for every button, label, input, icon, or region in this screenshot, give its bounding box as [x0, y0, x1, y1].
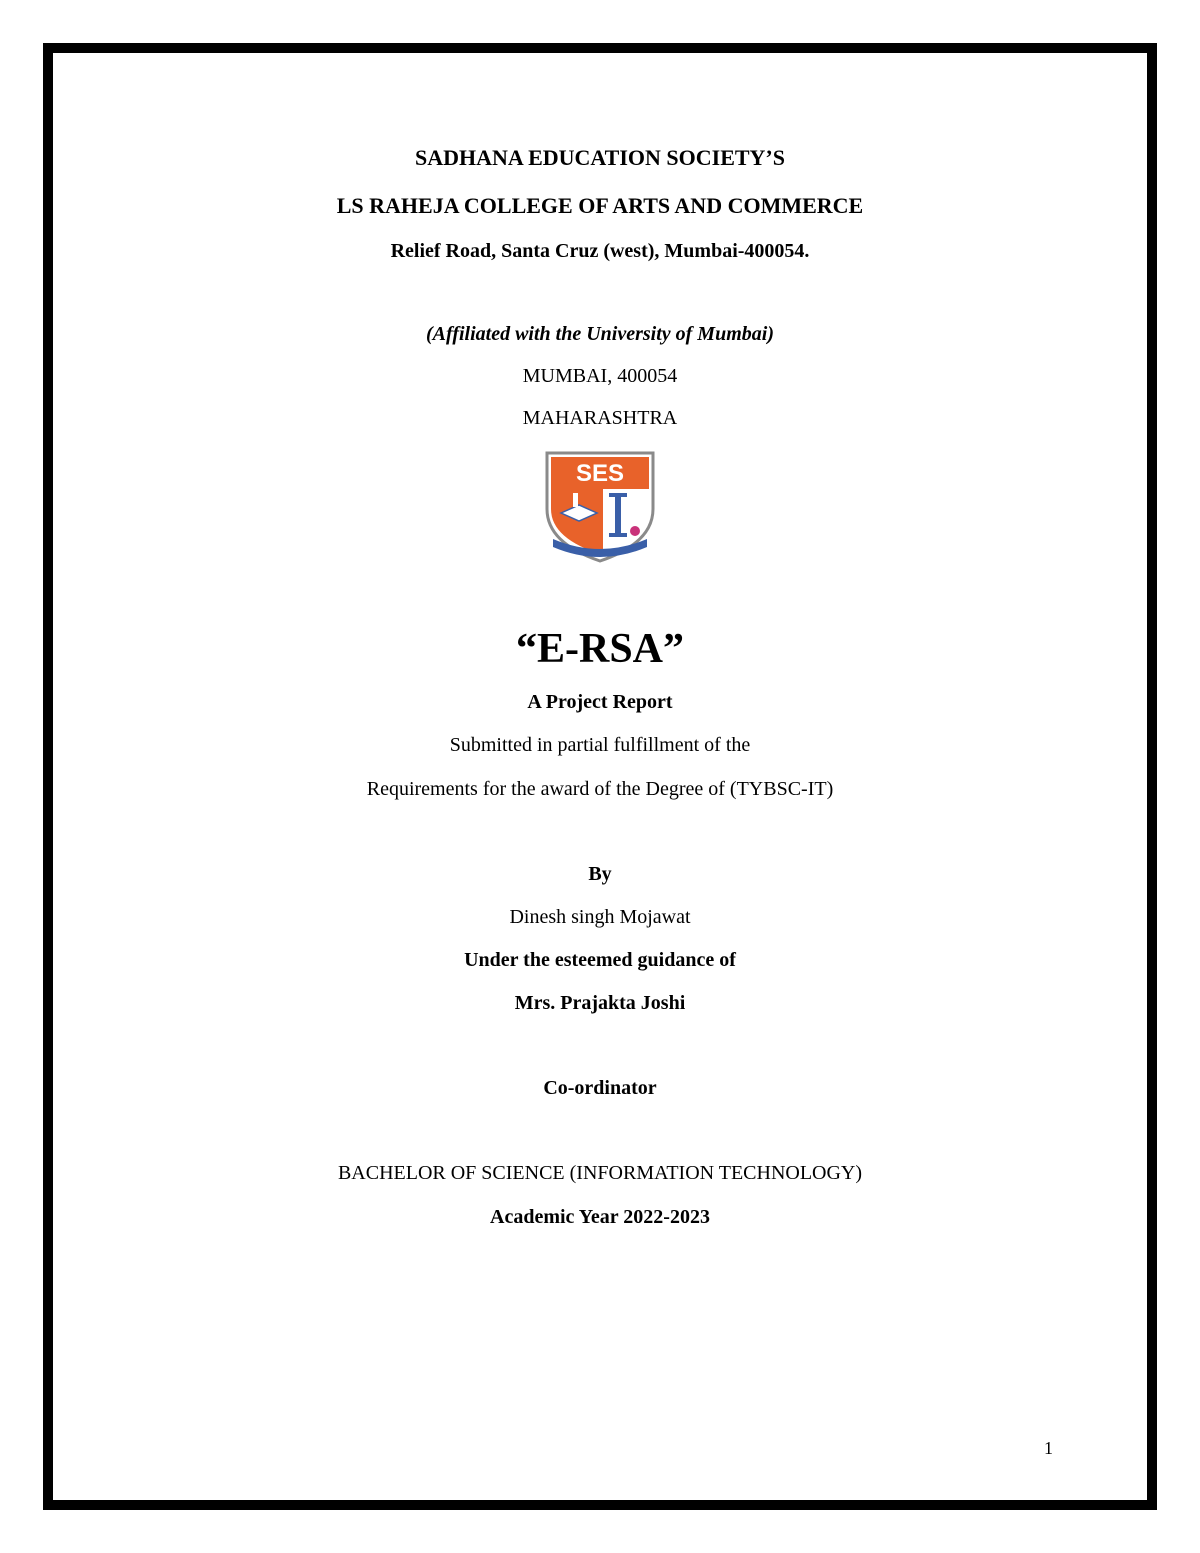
- society-name: SADHANA EDUCATION SOCIETY’S: [415, 145, 785, 170]
- report-type: A Project Report: [527, 691, 673, 713]
- by-label: By: [588, 863, 612, 885]
- city: MUMBAI, 400054: [522, 365, 678, 387]
- crest-torch: [573, 493, 578, 507]
- degree-requirements: Requirements for the award of the Degree of (TYBSC-IT): [366, 778, 834, 800]
- college-address: Relief Road, Santa Cruz (west), Mumbai-400054.: [390, 240, 810, 262]
- page-number: 1: [1044, 1438, 1053, 1458]
- guidance-label: Under the esteemed guidance of: [464, 949, 736, 971]
- coordinator-label: Co-ordinator: [543, 1077, 657, 1099]
- submission-statement: Submitted in partial fulfillment of the: [449, 734, 751, 756]
- college-name: LS RAHEJA COLLEGE OF ARTS AND COMMERCE: [336, 193, 864, 218]
- college-crest-icon: [543, 447, 657, 565]
- student-name: Dinesh singh Mojawat: [509, 906, 691, 928]
- academic-year: Academic Year 2022-2023: [490, 1206, 710, 1228]
- crest-initials: SES: [575, 460, 625, 487]
- crest-flower: [630, 526, 640, 536]
- project-title: “E-RSA”: [515, 626, 685, 672]
- guide-name: Mrs. Prajakta Joshi: [514, 992, 686, 1014]
- state: MAHARASHTRA: [522, 407, 678, 429]
- degree-name: BACHELOR OF SCIENCE (INFORMATION TECHNOLOGY): [337, 1162, 863, 1184]
- page-border: [43, 43, 1157, 1510]
- crest-pillar: [615, 495, 621, 535]
- affiliation: (Affiliated with the University of Mumbai): [426, 323, 774, 345]
